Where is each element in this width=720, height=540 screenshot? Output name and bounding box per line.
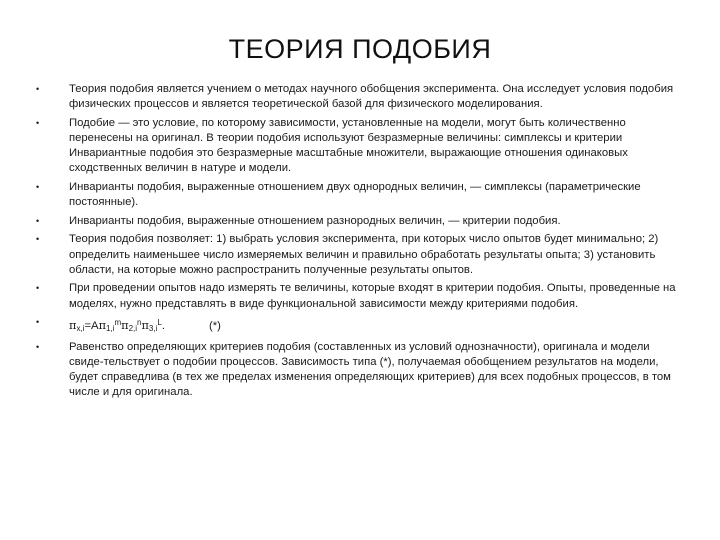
bullet-item	[36, 180, 676, 210]
bullet-text: Теория подобия является учением о методах научного обобщения эксперимента. Она исследует условия подобия физических процессов и является теоретической базой для физического моделирования.	[69, 83, 674, 111]
bullet-text: При проведении опытов надо измерять те величины, которые входят в критерии подобия. Опыты, проведенные на моделях, нужно представлять в виде функциональной зависимости между критериями подобия.	[69, 282, 676, 310]
pi-symbol: π	[121, 319, 129, 333]
bullet-list	[36, 82, 676, 404]
bullet-text: Теория подобия позволяет: 1) выбрать условия эксперимента, при которых число опытов будет минимально; 2) определить наименьшее число измеряемых величин и правильно обработать результаты опыта; 3) установить области, на которые можно распространить полученные результаты опытов.	[69, 233, 659, 276]
bullet-item	[36, 82, 676, 112]
pi-symbol: π	[98, 319, 107, 333]
formula-period: .	[161, 320, 165, 333]
bullet-item	[36, 232, 676, 278]
bullet-text: Подобие — это условие, по которому зависимости, установленные на модели, могут быть количественно перенесены на оригинал. В теории подобия используют безразмерные величины: симплексы и критерии Инвариантные подобия это безразмерные масштабные множители, выражающие отношения одинаковых сходственных величин в натуре и модели.	[69, 116, 628, 175]
bullet-icon: •	[36, 234, 40, 245]
pi-symbol: π	[69, 319, 77, 333]
formula-subscript: 1,i	[106, 324, 115, 334]
formula-exponent: m	[114, 318, 122, 328]
pi-symbol: π	[141, 319, 149, 333]
bullet-icon: •	[36, 341, 40, 352]
formula-equals: =A	[84, 320, 99, 333]
formula-item	[36, 315, 676, 336]
bullet-item	[36, 214, 676, 229]
bullet-item	[36, 340, 676, 401]
formula-exponent: n	[137, 318, 142, 328]
bullet-icon: •	[36, 283, 40, 294]
bullet-icon: •	[36, 215, 40, 226]
bullet-text: Инварианты подобия, выраженные отношением двух однородных величин, — симплексы (параметрические постоянные).	[69, 181, 641, 209]
formula-exponent: L	[157, 318, 162, 328]
bullet-text: Равенство определяющих критериев подобия (составленных из условий однозначности), оригинала и модели свиде-тельствует о подобии процессов. Зависимость типа (*), получаемая обобщением результатов на модели, будет справедлива (в тех же пределах изменения определяющих критериев) для всех подобных процессов, в том числе и для оригинала.	[69, 340, 671, 399]
formula-subscript: 3,i	[148, 324, 158, 334]
formula-subscript: x,i	[76, 324, 85, 334]
bullet-icon: •	[36, 317, 40, 328]
formula-subscript: 2,i	[128, 324, 138, 334]
bullet-item	[36, 116, 676, 177]
bullet-item	[36, 281, 676, 311]
formula-reference-mark: (*)	[208, 320, 221, 333]
bullet-text: Инварианты подобия, выраженные отношением разнородных величин, — критерии подобия.	[69, 214, 561, 227]
slide-title: ТЕОРИЯ ПОДОБИЯ	[228, 34, 492, 64]
bullet-icon: •	[36, 182, 40, 192]
bullet-icon: •	[36, 84, 40, 94]
bullet-icon: •	[36, 117, 40, 128]
